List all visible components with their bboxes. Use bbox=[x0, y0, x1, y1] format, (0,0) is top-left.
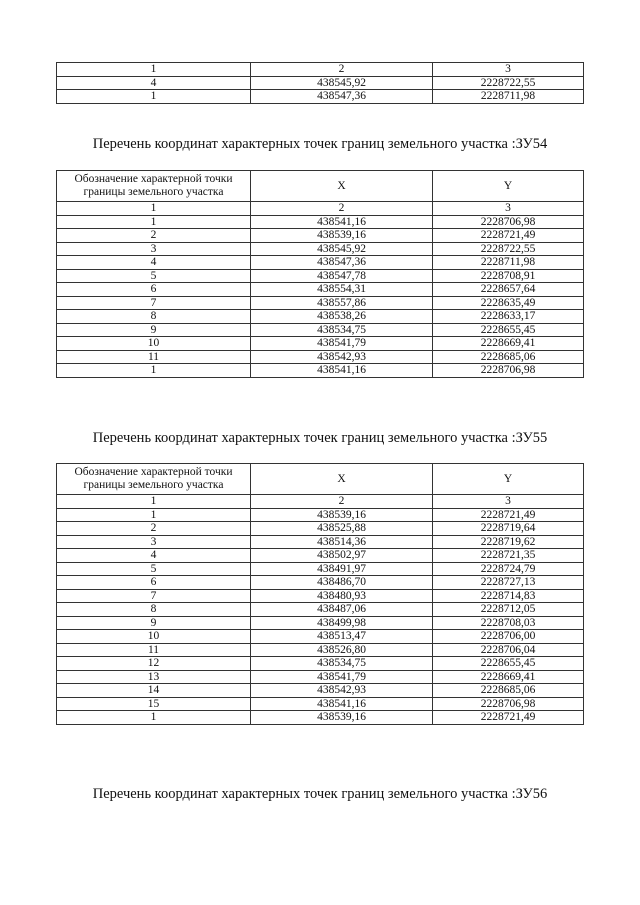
cell-x: 438486,70 bbox=[251, 576, 433, 590]
cell-point: 9 bbox=[57, 616, 251, 630]
cell-point: 4 bbox=[57, 549, 251, 563]
cell-x: 438491,97 bbox=[251, 562, 433, 576]
cell-point: 13 bbox=[57, 670, 251, 684]
cell-y: 2228657,64 bbox=[433, 283, 584, 297]
cell-x: 438541,79 bbox=[251, 670, 433, 684]
table-row bbox=[57, 76, 584, 90]
cell-y: 2228722,55 bbox=[433, 76, 584, 90]
cell-x: 438538,26 bbox=[251, 310, 433, 324]
cell-y: 2228719,64 bbox=[433, 522, 584, 536]
header-y: Y bbox=[433, 464, 584, 495]
table-row bbox=[57, 535, 584, 549]
cell-point: 6 bbox=[57, 576, 251, 590]
cell-y: 2228685,06 bbox=[433, 350, 584, 364]
cell-point: 8 bbox=[57, 310, 251, 324]
cell-point: 4 bbox=[57, 256, 251, 270]
table-row bbox=[57, 549, 584, 563]
cell-x: 438526,80 bbox=[251, 643, 433, 657]
cell-y: 2228721,49 bbox=[433, 508, 584, 522]
cell-x: 2 bbox=[251, 202, 433, 216]
cell-y: 2228714,83 bbox=[433, 589, 584, 603]
table-row bbox=[57, 242, 584, 256]
cell-x: 438539,16 bbox=[251, 711, 433, 725]
cell-x: 438541,79 bbox=[251, 337, 433, 351]
header-x: X bbox=[251, 464, 433, 495]
cell-y: 2228655,45 bbox=[433, 323, 584, 337]
cell-y: 3 bbox=[433, 63, 584, 77]
cell-x: 438502,97 bbox=[251, 549, 433, 563]
cell-point: 9 bbox=[57, 323, 251, 337]
cell-point: 1 bbox=[57, 364, 251, 378]
cell-x: 438547,78 bbox=[251, 269, 433, 283]
table-row bbox=[57, 643, 584, 657]
table-row bbox=[57, 215, 584, 229]
table-row bbox=[57, 522, 584, 536]
cell-y: 2228711,98 bbox=[433, 256, 584, 270]
cell-point: 1 bbox=[57, 215, 251, 229]
cell-point: 1 bbox=[57, 508, 251, 522]
cell-point: 7 bbox=[57, 589, 251, 603]
table-row bbox=[57, 310, 584, 324]
cell-point: 10 bbox=[57, 337, 251, 351]
cell-point: 1 bbox=[57, 495, 251, 509]
cell-x: 438542,93 bbox=[251, 350, 433, 364]
cell-y: 2228712,05 bbox=[433, 603, 584, 617]
cell-y: 2228706,98 bbox=[433, 364, 584, 378]
cell-point: 1 bbox=[57, 63, 251, 77]
cell-y: 2228708,03 bbox=[433, 616, 584, 630]
cell-point: 3 bbox=[57, 242, 251, 256]
section-title-zu54: Перечень координат характерных точек границ земельного участка :ЗУ54 bbox=[92, 136, 548, 152]
cell-x: 438513,47 bbox=[251, 630, 433, 644]
section-title-zu55: Перечень координат характерных точек границ земельного участка :ЗУ55 bbox=[92, 430, 548, 446]
cell-x: 438539,16 bbox=[251, 508, 433, 522]
cell-y: 2228669,41 bbox=[433, 670, 584, 684]
cell-x: 438545,92 bbox=[251, 242, 433, 256]
cell-y: 2228633,17 bbox=[433, 310, 584, 324]
coordinates-table-zu55 bbox=[56, 463, 584, 725]
cell-point: 12 bbox=[57, 657, 251, 671]
cell-point: 14 bbox=[57, 684, 251, 698]
table-row bbox=[57, 90, 584, 104]
cell-y: 2228721,49 bbox=[433, 229, 584, 243]
cell-point: 2 bbox=[57, 229, 251, 243]
cell-x: 2 bbox=[251, 63, 433, 77]
table-row bbox=[57, 229, 584, 243]
cell-x: 438534,75 bbox=[251, 323, 433, 337]
cell-y: 3 bbox=[433, 202, 584, 216]
cell-y: 2228727,13 bbox=[433, 576, 584, 590]
coordinates-table-continued bbox=[56, 62, 584, 104]
table-row bbox=[57, 269, 584, 283]
cell-x: 438525,88 bbox=[251, 522, 433, 536]
cell-x: 438554,31 bbox=[251, 283, 433, 297]
cell-point: 7 bbox=[57, 296, 251, 310]
table-row bbox=[57, 589, 584, 603]
cell-point: 11 bbox=[57, 643, 251, 657]
cell-x: 438547,36 bbox=[251, 256, 433, 270]
table-row bbox=[57, 364, 584, 378]
cell-y: 2228724,79 bbox=[433, 562, 584, 576]
cell-x: 438542,93 bbox=[251, 684, 433, 698]
cell-y: 2228722,55 bbox=[433, 242, 584, 256]
table-row bbox=[57, 670, 584, 684]
cell-y: 2228711,98 bbox=[433, 90, 584, 104]
cell-y: 2228635,49 bbox=[433, 296, 584, 310]
cell-point: 6 bbox=[57, 283, 251, 297]
table-row bbox=[57, 576, 584, 590]
cell-x: 438557,86 bbox=[251, 296, 433, 310]
cell-point: 11 bbox=[57, 350, 251, 364]
cell-y: 2228669,41 bbox=[433, 337, 584, 351]
table-row bbox=[57, 657, 584, 671]
cell-y: 2228685,06 bbox=[433, 684, 584, 698]
cell-y: 2228706,00 bbox=[433, 630, 584, 644]
cell-x: 438499,98 bbox=[251, 616, 433, 630]
header-y: Y bbox=[433, 171, 584, 202]
cell-y: 2228719,62 bbox=[433, 535, 584, 549]
cell-point: 8 bbox=[57, 603, 251, 617]
header-point-designation: Обозначение характерной точки границы земельного участка bbox=[57, 171, 251, 202]
table-row bbox=[57, 508, 584, 522]
cell-x: 438539,16 bbox=[251, 229, 433, 243]
cell-x: 438547,36 bbox=[251, 90, 433, 104]
cell-x: 2 bbox=[251, 495, 433, 509]
table-row bbox=[57, 630, 584, 644]
table-row bbox=[57, 256, 584, 270]
table-row bbox=[57, 350, 584, 364]
table-row bbox=[57, 495, 584, 509]
cell-x: 438480,93 bbox=[251, 589, 433, 603]
cell-y: 2228706,98 bbox=[433, 215, 584, 229]
cell-x: 438545,92 bbox=[251, 76, 433, 90]
cell-x: 438541,16 bbox=[251, 364, 433, 378]
cell-point: 1 bbox=[57, 711, 251, 725]
cell-point: 3 bbox=[57, 535, 251, 549]
cell-x: 438541,16 bbox=[251, 697, 433, 711]
cell-point: 15 bbox=[57, 697, 251, 711]
table-row bbox=[57, 603, 584, 617]
cell-x: 438541,16 bbox=[251, 215, 433, 229]
table-row bbox=[57, 711, 584, 725]
table-row bbox=[57, 697, 584, 711]
header-point-designation: Обозначение характерной точки границы земельного участка bbox=[57, 464, 251, 495]
table-row bbox=[57, 296, 584, 310]
cell-x: 438534,75 bbox=[251, 657, 433, 671]
cell-y: 2228708,91 bbox=[433, 269, 584, 283]
cell-y: 2228706,04 bbox=[433, 643, 584, 657]
cell-point: 5 bbox=[57, 269, 251, 283]
table-row bbox=[57, 323, 584, 337]
cell-point: 1 bbox=[57, 90, 251, 104]
cell-point: 1 bbox=[57, 202, 251, 216]
table-row bbox=[57, 63, 584, 77]
cell-y: 2228721,49 bbox=[433, 711, 584, 725]
cell-y: 2228655,45 bbox=[433, 657, 584, 671]
cell-point: 2 bbox=[57, 522, 251, 536]
table-header-row bbox=[57, 464, 584, 495]
cell-x: 438514,36 bbox=[251, 535, 433, 549]
table-row bbox=[57, 684, 584, 698]
cell-x: 438487,06 bbox=[251, 603, 433, 617]
table-row bbox=[57, 616, 584, 630]
cell-y: 2228706,98 bbox=[433, 697, 584, 711]
cell-y: 3 bbox=[433, 495, 584, 509]
table-row bbox=[57, 562, 584, 576]
table-row bbox=[57, 283, 584, 297]
cell-point: 4 bbox=[57, 76, 251, 90]
cell-point: 10 bbox=[57, 630, 251, 644]
table-row bbox=[57, 202, 584, 216]
section-title-zu56: Перечень координат характерных точек границ земельного участка :ЗУ56 bbox=[92, 786, 548, 802]
header-x: X bbox=[251, 171, 433, 202]
table-row bbox=[57, 337, 584, 351]
cell-point: 5 bbox=[57, 562, 251, 576]
coordinates-table-zu54 bbox=[56, 170, 584, 378]
cell-y: 2228721,35 bbox=[433, 549, 584, 563]
table-header-row bbox=[57, 171, 584, 202]
